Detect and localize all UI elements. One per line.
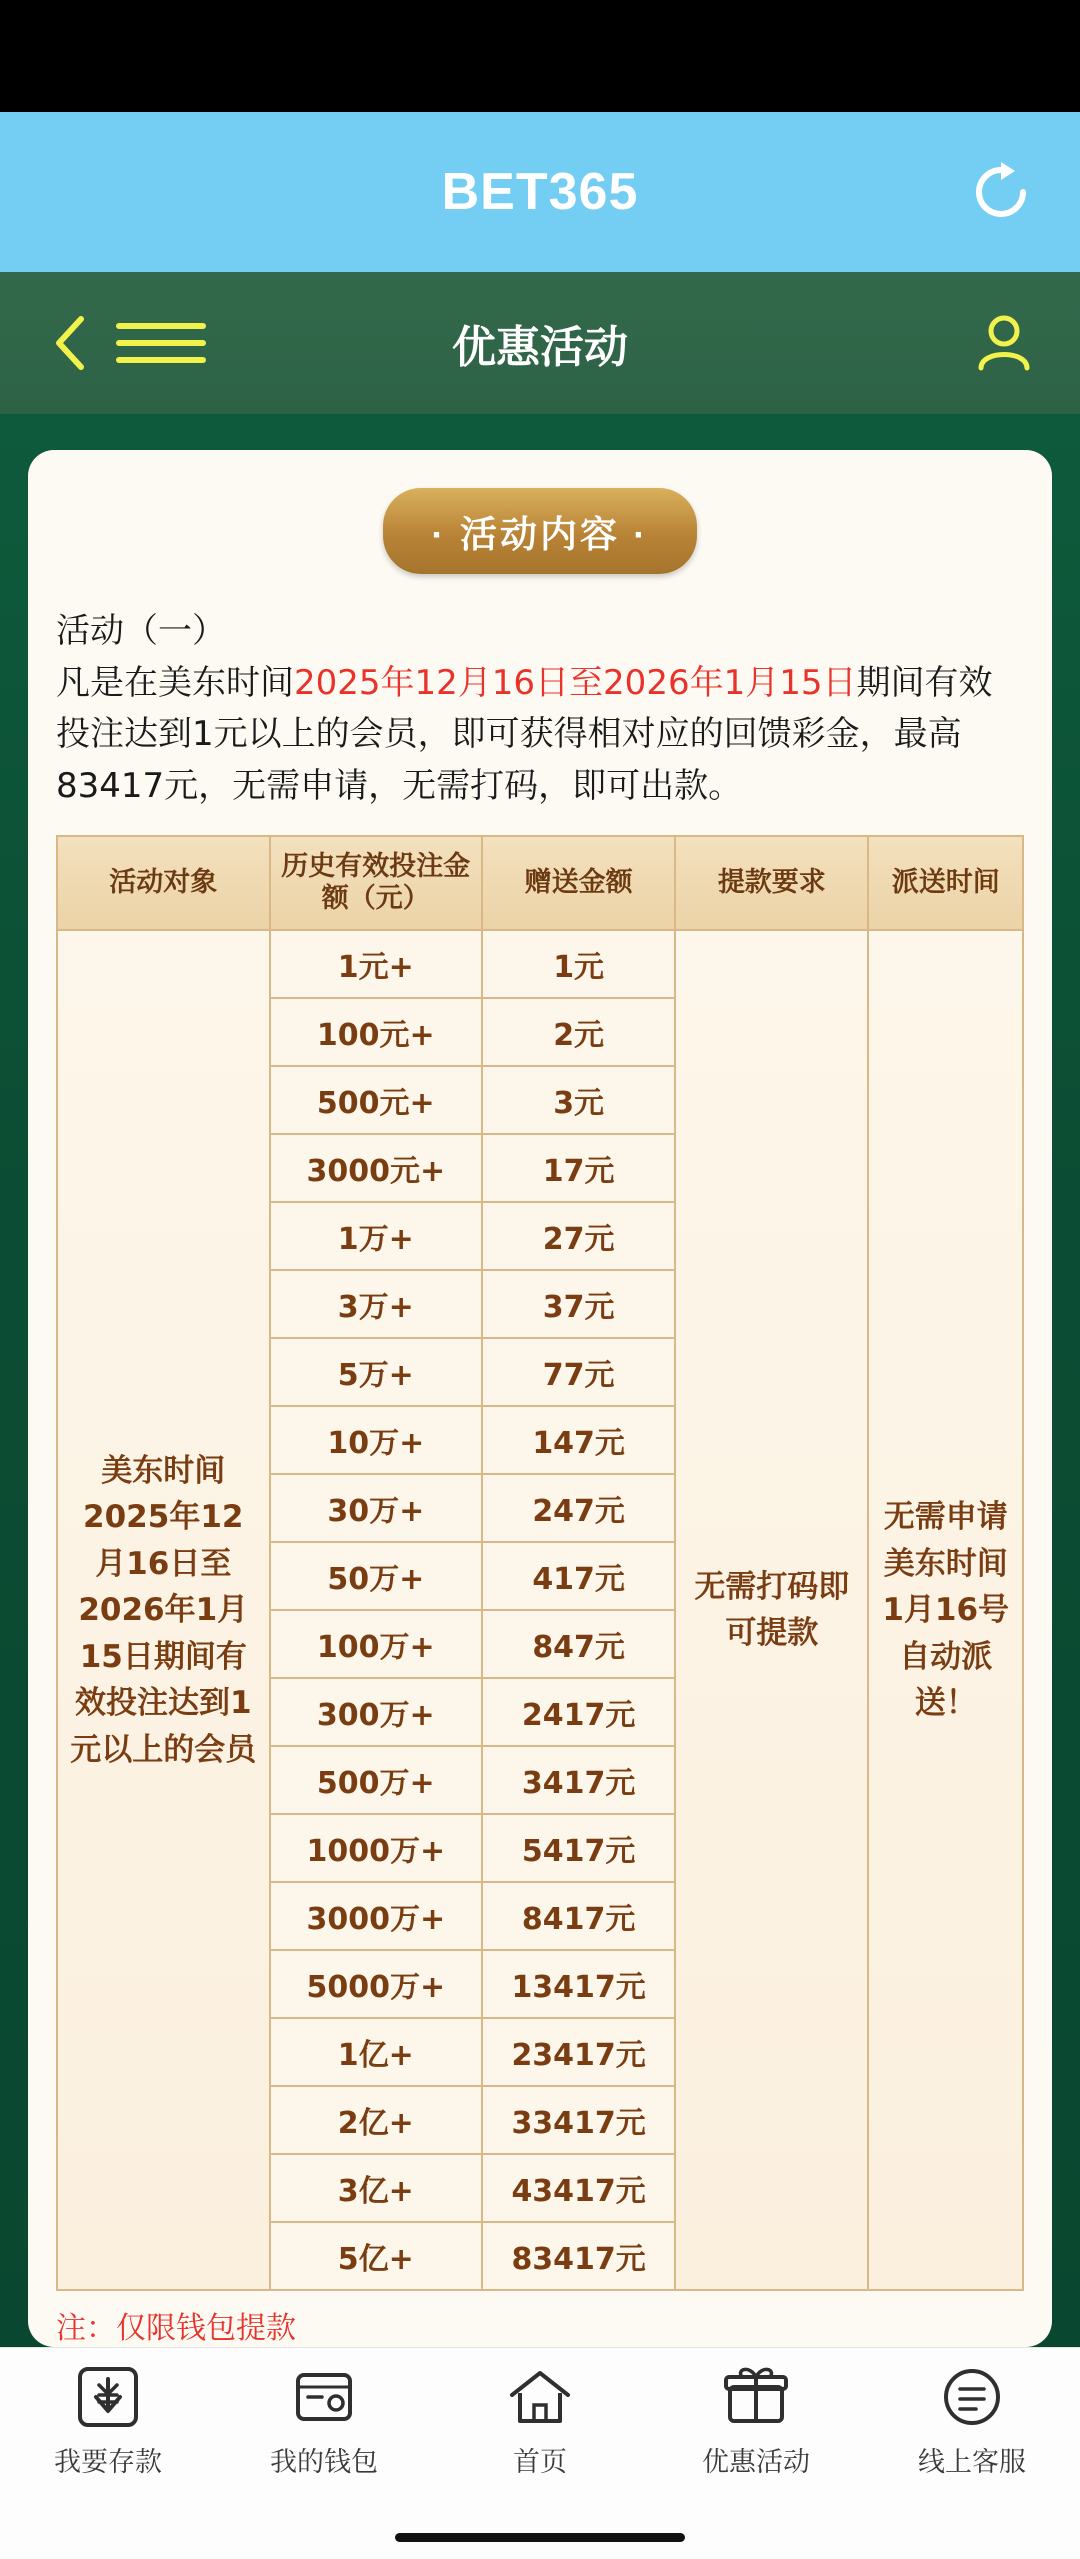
cell-bonus-amount: 417元: [482, 1542, 675, 1610]
tab-label: 首页: [513, 2447, 567, 2479]
cell-wager-amount: 30万+: [270, 1474, 483, 1542]
promo-date-range: 2025年12月16日至2026年1月15日: [294, 662, 857, 703]
th-target: 活动对象: [57, 836, 270, 931]
user-icon[interactable]: [968, 307, 1040, 379]
tab-label: 我的钱包: [270, 2447, 378, 2479]
deposit-icon: [72, 2360, 144, 2434]
th-wager-amount: 历史有效投注金额（元）: [270, 836, 483, 931]
cell-wager-amount: 300万+: [270, 1678, 483, 1746]
reload-icon[interactable]: [966, 157, 1036, 227]
promo-table: [56, 835, 1024, 2292]
cell-bonus-amount: 83417元: [482, 2222, 675, 2290]
cell-wager-amount: 100元+: [270, 998, 483, 1066]
table-row: [57, 930, 1023, 998]
cell-wager-amount: 1亿+: [270, 2018, 483, 2086]
cell-wager-amount: 1万+: [270, 1202, 483, 1270]
cell-wager-amount: 1000万+: [270, 1814, 483, 1882]
tab-deposit[interactable]: [0, 2360, 216, 2479]
app-title: BET365: [441, 163, 639, 221]
cell-wager-amount: 5万+: [270, 1338, 483, 1406]
cell-wager-amount: 10万+: [270, 1406, 483, 1474]
tab-home[interactable]: [432, 2360, 648, 2479]
promo-note: 注：仅限钱包提款: [56, 2311, 296, 2347]
promo-table-body: [57, 930, 1023, 2290]
cell-bonus-amount: 2元: [482, 998, 675, 1066]
cell-delivery-time: 无需申请美东时间1月16号自动派送！: [868, 930, 1023, 2290]
th-delivery-time: 派送时间: [868, 836, 1023, 931]
cell-bonus-amount: 1元: [482, 930, 675, 998]
promo-seg1: 凡是在美东时间: [56, 662, 294, 703]
gift-icon: [720, 2360, 792, 2434]
status-bar: [0, 0, 1080, 112]
cell-wager-amount: 3000元+: [270, 1134, 483, 1202]
cell-wager-amount: 1元+: [270, 930, 483, 998]
table-header-row: [57, 836, 1023, 931]
tab-wallet[interactable]: [216, 2360, 432, 2479]
cell-wager-amount: 5000万+: [270, 1950, 483, 2018]
wallet-icon: [288, 2360, 360, 2434]
cell-bonus-amount: 2417元: [482, 1678, 675, 1746]
cell-bonus-amount: 847元: [482, 1610, 675, 1678]
chevron-left-icon: [49, 313, 93, 373]
cell-wager-amount: 3亿+: [270, 2154, 483, 2222]
promo-card: [28, 450, 1052, 2347]
tab-label: 优惠活动: [702, 2447, 810, 2479]
home-icon: [504, 2360, 576, 2434]
cell-withdraw-requirement: 无需打码即可提款: [675, 930, 868, 2290]
th-bonus-amount: 赠送金额: [482, 836, 675, 931]
cell-bonus-amount: 37元: [482, 1270, 675, 1338]
cell-bonus-amount: 3417元: [482, 1746, 675, 1814]
cell-bonus-amount: 77元: [482, 1338, 675, 1406]
tab-support[interactable]: [864, 2360, 1080, 2479]
cell-wager-amount: 3万+: [270, 1270, 483, 1338]
tab-label: 线上客服: [918, 2447, 1026, 2479]
cell-target-description: 美东时间2025年12月16日至2026年1月15日期间有效投注达到1元以上的会员: [57, 930, 270, 2290]
cell-wager-amount: 50万+: [270, 1542, 483, 1610]
section-ribbon: · 活动内容 ·: [383, 488, 696, 574]
home-indicator-area: [0, 2515, 1080, 2559]
promo-paragraph: [56, 658, 1024, 813]
support-icon: [936, 2360, 1008, 2434]
cell-wager-amount: 100万+: [270, 1610, 483, 1678]
cell-bonus-amount: 13417元: [482, 1950, 675, 2018]
promo-seg2: 期间有效投注达到1元以上的会员，即可获得相对应的回馈彩金，最高83417元，无需申请，无需打码，即可出款。: [56, 662, 993, 807]
cell-bonus-amount: 17元: [482, 1134, 675, 1202]
cell-bonus-amount: 8417元: [482, 1882, 675, 1950]
cell-wager-amount: 3000万+: [270, 1882, 483, 1950]
cell-bonus-amount: 43417元: [482, 2154, 675, 2222]
cell-bonus-amount: 27元: [482, 1202, 675, 1270]
promo-activity-label: 活动（一）: [56, 611, 226, 651]
tab-label: 我要存款: [54, 2447, 162, 2479]
cell-bonus-amount: 147元: [482, 1406, 675, 1474]
tab-promotions[interactable]: [648, 2360, 864, 2479]
section-ribbon-wrap: [56, 488, 1024, 574]
cell-bonus-amount: 33417元: [482, 2086, 675, 2154]
cell-bonus-amount: 3元: [482, 1066, 675, 1134]
cell-wager-amount: 5亿+: [270, 2222, 483, 2290]
hamburger-menu-icon[interactable]: [116, 323, 206, 363]
promo-table-head: [57, 836, 1023, 931]
bottom-tab-bar: [0, 2347, 1080, 2515]
cell-wager-amount: 500万+: [270, 1746, 483, 1814]
page-body: [0, 414, 1080, 2347]
app-title-bar: [0, 112, 1080, 272]
cell-bonus-amount: 247元: [482, 1474, 675, 1542]
cell-bonus-amount: 23417元: [482, 2018, 675, 2086]
home-indicator[interactable]: [395, 2533, 685, 2542]
th-withdraw-requirement: 提款要求: [675, 836, 868, 931]
nav-bar: [0, 272, 1080, 414]
back-button[interactable]: [26, 313, 116, 373]
page-title: 优惠活动: [452, 323, 628, 372]
promo-description: [56, 606, 1024, 813]
cell-bonus-amount: 5417元: [482, 1814, 675, 1882]
cell-wager-amount: 500元+: [270, 1066, 483, 1134]
cell-wager-amount: 2亿+: [270, 2086, 483, 2154]
